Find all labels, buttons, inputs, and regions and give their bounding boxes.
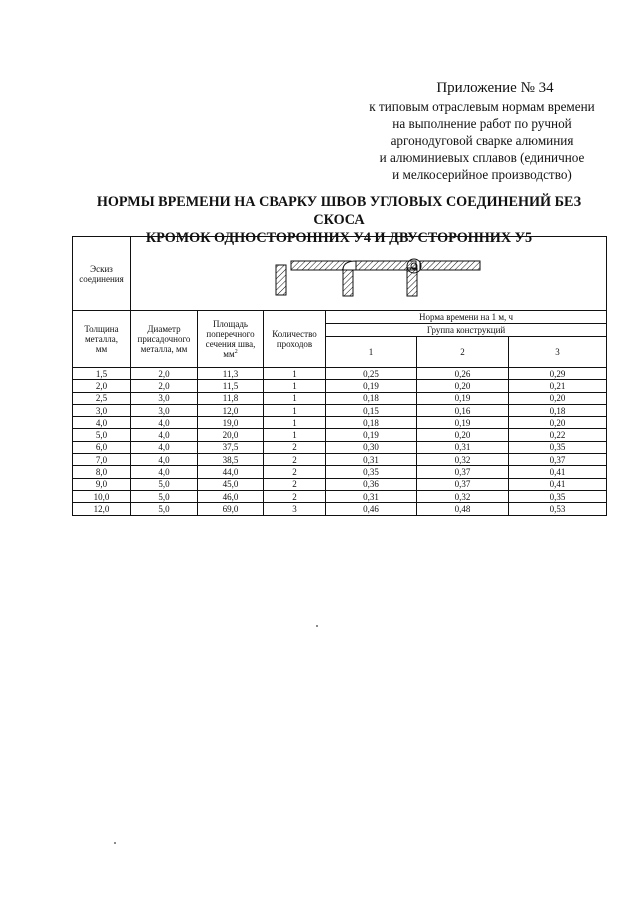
welded-corner-joint-icon: [131, 237, 606, 310]
header-line: проходов: [276, 339, 313, 349]
table-row: [73, 417, 607, 429]
title-line: КРОМОК ОДНОСТОРОННИХ У4 И ДВУСТОРОННИХ У5: [145, 230, 533, 246]
cell-area: 11,8: [198, 392, 264, 404]
cell-group-1: 0,19: [326, 380, 417, 392]
sketch-label-line: соединения: [79, 273, 124, 284]
area-unit: [198, 349, 263, 359]
cell-group-3: 0,21: [509, 380, 607, 392]
cell-passes: 1: [264, 380, 326, 392]
cell-group-1: 0,25: [326, 368, 417, 380]
cell-thickness: 1,5: [73, 368, 131, 380]
cell-passes: 3: [264, 503, 326, 515]
header-line: Диаметр: [147, 324, 181, 334]
cell-diameter: 5,0: [131, 503, 198, 515]
group-1-header: 1: [326, 337, 417, 368]
cell-group-3: 0,41: [509, 478, 607, 490]
joint-sketch-cell: [131, 237, 607, 311]
cell-thickness: 2,0: [73, 380, 131, 392]
table-body: [73, 368, 607, 516]
cell-area: 69,0: [198, 503, 264, 515]
area-unit-sup: 2: [234, 349, 238, 355]
cell-group-2: 0,37: [417, 466, 509, 478]
table-row: [73, 429, 607, 441]
appendix-desc-line: аргонодуговой сварке алюминия: [390, 133, 574, 148]
time-norms-table: [72, 236, 607, 516]
cell-thickness: 12,0: [73, 503, 131, 515]
table-row: [73, 441, 607, 453]
cell-diameter: 5,0: [131, 478, 198, 490]
title-line: НОРМЫ ВРЕМЕНИ НА СВАРКУ ШВОВ УГЛОВЫХ СОЕДИНЕНИЙ БЕЗ СКОСА: [96, 194, 582, 228]
cell-area: 45,0: [198, 478, 264, 490]
table-row: [73, 490, 607, 502]
cell-thickness: 7,0: [73, 454, 131, 466]
cell-diameter: 4,0: [131, 466, 198, 478]
cell-diameter: 5,0: [131, 490, 198, 502]
cell-diameter: 2,0: [131, 380, 198, 392]
cell-group-3: 0,53: [509, 503, 607, 515]
cell-thickness: 8,0: [73, 466, 131, 478]
cell-group-1: 0,15: [326, 404, 417, 416]
scan-speck: [114, 842, 116, 844]
cell-group-2: 0,48: [417, 503, 509, 515]
cell-group-3: 0,41: [509, 466, 607, 478]
cell-area: 38,5: [198, 454, 264, 466]
table-row: [73, 368, 607, 380]
cell-thickness: 10,0: [73, 490, 131, 502]
cell-group-2: 0,19: [417, 392, 509, 404]
sketch-label-cell: [73, 237, 131, 311]
cell-passes: 2: [264, 478, 326, 490]
sketch-label-line: Эскиз: [90, 263, 113, 274]
cell-thickness: 5,0: [73, 429, 131, 441]
cell-group-2: 0,37: [417, 478, 509, 490]
table-row: [73, 478, 607, 490]
header-line: мм: [95, 344, 108, 354]
cell-thickness: 4,0: [73, 417, 131, 429]
cell-group-3: 0,29: [509, 368, 607, 380]
cell-group-1: 0,46: [326, 503, 417, 515]
header-line: Площадь: [212, 319, 249, 329]
cell-group-1: 0,19: [326, 429, 417, 441]
cell-area: 37,5: [198, 441, 264, 453]
cell-diameter: 2,0: [131, 368, 198, 380]
table-row: [73, 454, 607, 466]
cell-area: 11,3: [198, 368, 264, 380]
table-row: [73, 380, 607, 392]
cell-group-1: 0,18: [326, 417, 417, 429]
cell-area: 19,0: [198, 417, 264, 429]
cell-group-1: 0,31: [326, 490, 417, 502]
cell-passes: 1: [264, 368, 326, 380]
col-norm-header: Норма времени на 1 м, ч: [326, 311, 607, 324]
col-passes-header: [264, 311, 326, 368]
cell-group-1: 0,30: [326, 441, 417, 453]
cell-passes: 2: [264, 454, 326, 466]
appendix-number: Приложение № 34: [436, 80, 554, 96]
cell-group-1: 0,31: [326, 454, 417, 466]
cell-group-2: 0,20: [417, 429, 509, 441]
table-row: [73, 466, 607, 478]
cell-passes: 2: [264, 441, 326, 453]
cell-thickness: 6,0: [73, 441, 131, 453]
header-line: поперечного: [206, 329, 255, 339]
header-line: металла, мм: [140, 344, 188, 354]
header-line: Толщина: [84, 324, 119, 334]
table-row: [73, 392, 607, 404]
cell-passes: 1: [264, 429, 326, 441]
cell-group-2: 0,16: [417, 404, 509, 416]
cell-group-1: 0,18: [326, 392, 417, 404]
header-line: металла,: [84, 334, 119, 344]
col-group-header: Группа конструкций: [326, 324, 607, 337]
cell-group-2: 0,32: [417, 490, 509, 502]
cell-passes: 1: [264, 392, 326, 404]
cell-group-3: 0,35: [509, 441, 607, 453]
cell-passes: 1: [264, 404, 326, 416]
cell-area: 44,0: [198, 466, 264, 478]
cell-group-2: 0,32: [417, 454, 509, 466]
group-3-header: 3: [509, 337, 607, 368]
cell-passes: 2: [264, 490, 326, 502]
cell-group-2: 0,19: [417, 417, 509, 429]
corner-joint-rounded-icon: [343, 261, 416, 296]
cell-group-2: 0,20: [417, 380, 509, 392]
header-line: присадочного: [137, 334, 191, 344]
cell-diameter: 4,0: [131, 429, 198, 441]
cell-area: 11,5: [198, 380, 264, 392]
cell-thickness: 9,0: [73, 478, 131, 490]
cell-group-2: 0,31: [417, 441, 509, 453]
area-unit-text: мм: [223, 349, 235, 359]
appendix-desc-line: и алюминиевых сплавов (единичное: [379, 150, 585, 165]
header-line: Количество: [272, 329, 317, 339]
cell-group-3: 0,37: [509, 454, 607, 466]
cell-thickness: 2,5: [73, 392, 131, 404]
table-row: [73, 404, 607, 416]
table-row: [73, 503, 607, 515]
cell-group-2: 0,26: [417, 368, 509, 380]
scan-speck: [316, 625, 318, 627]
appendix-desc-line: к типовым отраслевым нормам времени: [369, 99, 595, 114]
cell-group-3: 0,20: [509, 392, 607, 404]
cell-group-1: 0,35: [326, 466, 417, 478]
cell-area: 20,0: [198, 429, 264, 441]
col-diameter-header: [131, 311, 198, 368]
cell-area: 46,0: [198, 490, 264, 502]
col-thickness-header: [73, 311, 131, 368]
col-area-header: [198, 311, 264, 368]
corner-joint-one-sided-icon: [276, 261, 351, 295]
cell-diameter: 4,0: [131, 441, 198, 453]
cell-group-3: 0,20: [509, 417, 607, 429]
cell-diameter: 4,0: [131, 417, 198, 429]
appendix-description: [362, 98, 602, 183]
cell-diameter: 3,0: [131, 392, 198, 404]
cell-group-3: 0,22: [509, 429, 607, 441]
cell-group-1: 0,36: [326, 478, 417, 490]
cell-diameter: 4,0: [131, 454, 198, 466]
cell-passes: 1: [264, 417, 326, 429]
appendix-desc-line: на выполнение работ по ручной: [392, 116, 572, 131]
cell-group-3: 0,35: [509, 490, 607, 502]
header-line: сечения шва,: [205, 339, 256, 349]
cell-thickness: 3,0: [73, 404, 131, 416]
corner-joint-two-sided-icon: [407, 259, 480, 296]
cell-area: 12,0: [198, 404, 264, 416]
appendix-desc-line: и мелкосерийное производство): [392, 167, 572, 182]
cell-group-3: 0,18: [509, 404, 607, 416]
group-2-header: 2: [417, 337, 509, 368]
cell-passes: 2: [264, 466, 326, 478]
cell-diameter: 3,0: [131, 404, 198, 416]
